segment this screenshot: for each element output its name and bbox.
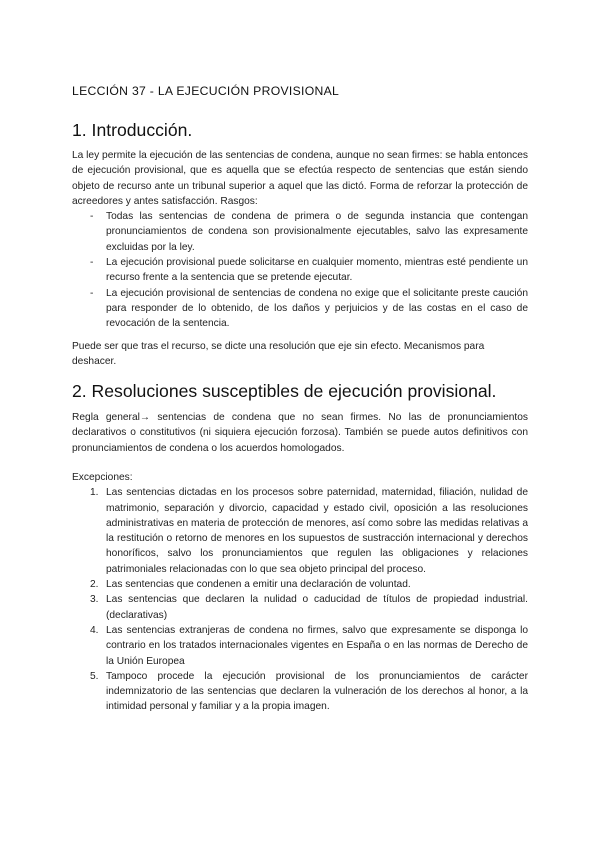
list-item xyxy=(72,577,528,592)
section-2-heading: 2. Resoluciones susceptibles de ejecución provisional. xyxy=(72,381,497,401)
item-number: 2. xyxy=(90,579,99,591)
exceptions-block xyxy=(72,470,528,715)
closing-block xyxy=(72,339,528,370)
list-item xyxy=(72,669,528,715)
exceptions-label: Excepciones: xyxy=(72,472,133,483)
exceptions-list xyxy=(72,485,528,714)
list-item: - La ejecución provisional puede solicitarse en cualquier momento, mientras esté pendiente un recurso frente a la sentencia que se pretende ejecutar. xyxy=(72,255,528,286)
item-number: 1. xyxy=(90,487,99,499)
lesson-title: LECCIÓN 37 - LA EJECUCIÓN PROVISIONAL xyxy=(72,84,340,98)
closing-paragraph: Puede ser que tras el recurso, se dicte una resolución que eje sin efecto. Mecanismos para deshacer. xyxy=(72,341,485,368)
list-item xyxy=(72,592,528,623)
rule-paragraph: Regla general→ sentencias de condena que no sean firmes. No las de pronunciamientos declarativos o constitutivos (ni siquiera ejecución forzosa). También se puede autos definitivos con pronunciamientos de condena o los acuerdos homologados. xyxy=(72,412,528,454)
item-number: 4. xyxy=(90,624,99,636)
section-1-heading: 1. Introducción. xyxy=(72,120,193,140)
list-item xyxy=(72,623,528,669)
item-number: 5. xyxy=(90,670,99,682)
item-text: Las sentencias dictadas en los procesos sobre paternidad, maternidad, filiación, nulidad de matrimonio, separación y divorcio, capacidad y estado civil, oposición a las resoluciones administrativas en materia de protección de menores, así como sobre las medidas relativas a la restitución o retorno de menores en los supuestos de sustracción internacional y derechos honoríficos, salvo los pronunciamientos que regulen las obligaciones y relaciones patrimoniales relacionadas con lo que sea objeto principal del proceso. xyxy=(106,487,528,575)
section-1-body xyxy=(72,148,528,332)
item-text: Las sentencias que declaren la nulidad o caducidad de títulos de propiedad industrial. (declarativas) xyxy=(106,594,528,621)
item-number: 3. xyxy=(90,594,99,606)
item-text: Tampoco procede la ejecución provisional de los pronunciamientos de carácter indemnizatorio de las sentencias que declaren la vulneración de los derechos al honor, a la intimidad personal y familiar y a la propia imagen. xyxy=(106,670,528,713)
item-text: Las sentencias extranjeras de condena no firmes, salvo que expresamente se disponga lo contrario en los tratados internacionales vigentes en España o en las normas de Derecho de la Unión Europea xyxy=(106,624,528,667)
item-text: Las sentencias que condenen a emitir una declaración de voluntad. xyxy=(106,579,411,591)
rule-block xyxy=(72,410,528,456)
list-item: - Todas las sentencias de condena de primera o de segunda instancia que contengan pronunciamientos de condena son provisionalmente ejecutables, salvo las expresamente excluidas por la ley. xyxy=(72,209,528,255)
list-item xyxy=(72,485,528,577)
features-list xyxy=(72,209,528,331)
intro-paragraph: La ley permite la ejecución de las sentencias de condena, aunque no sean firmes: se habla entonces de ejecución provisional, que es aquella que se efectúa respecto de sentencias que están siendo objeto de recurso ante un tribunal superior a aquel que las dictó. Forma de reforzar la protección de acreedores y antes satisfacción. Rasgos: xyxy=(72,150,528,207)
list-item: - La ejecución provisional de sentencias de condena no exige que el solicitante preste caución para responder de lo obtenido, de los daños y perjuicios y de las costas en el caso de revocación de la sentencia. xyxy=(72,286,528,332)
